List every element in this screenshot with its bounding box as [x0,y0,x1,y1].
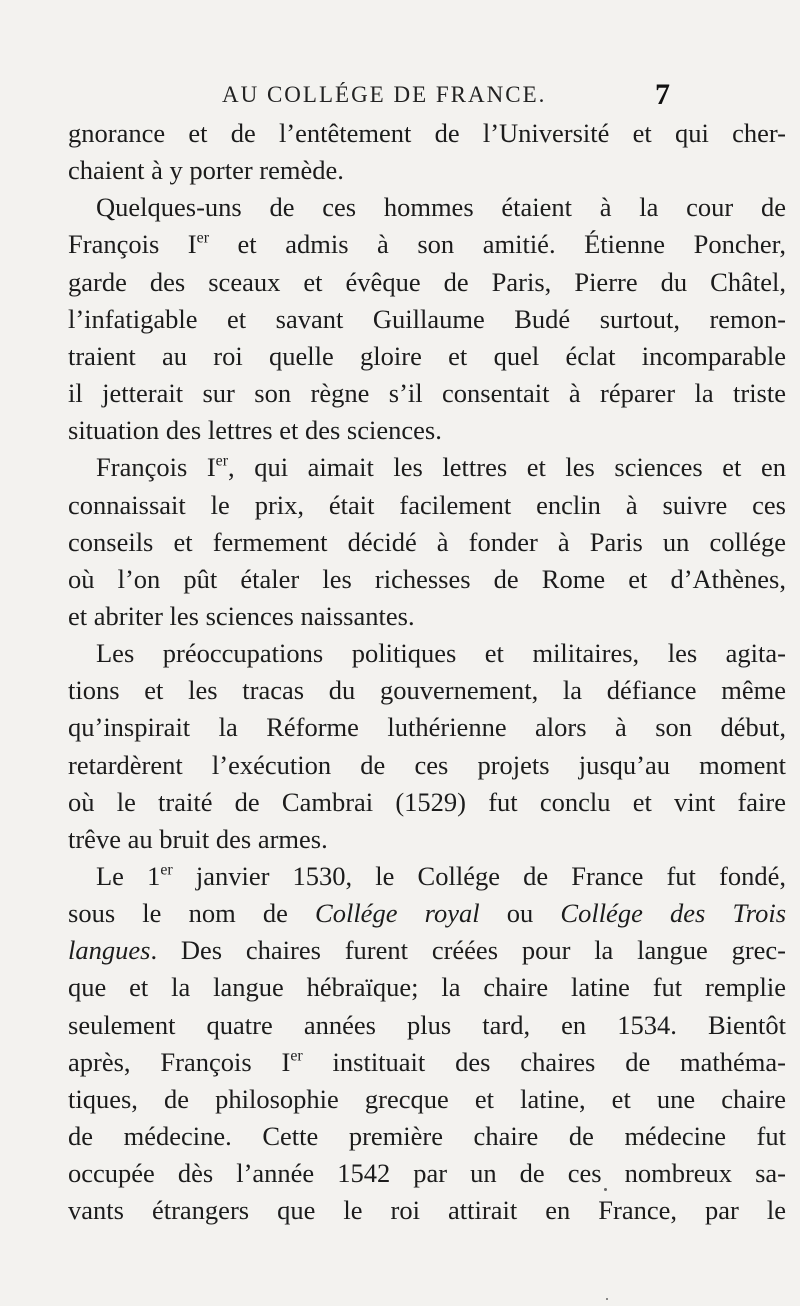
text-run: il jetterait sur son règne s’il consentait à réparer la triste [68,378,786,409]
text-line [68,301,786,338]
text-line [96,858,786,895]
superscript: er [196,230,209,248]
text-run: après, François I [68,1046,291,1077]
italic-title: langues [68,935,151,966]
text-run: et admis à son amitié. Étienne Poncher, [209,229,786,260]
text-run: Les préoccupations politiques et militaires, les agita- [96,638,786,669]
text-run: retardèrent l’exécution de ces projets jusqu’au moment [68,749,786,780]
text-line [96,635,786,672]
text-line [68,784,786,821]
text-run: que et la langue hébraïque; la chaire latine fut remplie [68,972,786,1003]
text-line [68,152,344,189]
text-run: traient au roi quelle gloire et quel éclat incomparable [68,340,786,371]
text-run: janvier 1530, le Collége de France fut fondé, [172,861,787,891]
running-title: AU COLLÉGE DE FRANCE. [222,82,547,107]
italic-title: Collége des Trois [560,898,787,929]
text-line [68,1118,786,1155]
text-line [96,189,786,226]
text-line [68,338,786,375]
text-line [68,1192,786,1229]
text-line [68,895,786,932]
text-line [68,264,786,301]
text-run: conseils et fermement décidé à fonder à Paris un collége [68,526,786,557]
italic-title: Collége royal [315,898,480,929]
text-line [68,226,786,263]
text-run: occupée dès l’année 1542 par un de ces nombreux sa- [68,1158,786,1189]
text-run: trêve au bruit des armes. [68,823,328,854]
text-line [68,747,786,784]
text-line [68,821,328,858]
text-run: garde des sceaux et évêque de Paris, Pierre du Châtel, [68,266,786,297]
text-run: ou [479,898,561,929]
text-run: Quelques-uns de ces hommes étaient à la cour de [96,192,786,223]
text-run: instituait des chaires de mathéma- [302,1046,786,1077]
text-line [68,115,786,152]
text-line [68,969,786,1006]
text-run: chaient à y porter remède. [68,155,344,186]
text-run: tiques, de philosophie grecque et latine, et une chaire [68,1083,786,1114]
running-head [210,78,670,112]
text-run: qu’inspirait la Réforme luthérienne alors à son début, [68,712,786,743]
superscript: er [160,861,173,879]
text-run: tions et les tracas du gouvernement, la défiance même [68,675,786,706]
text-run: François I [68,229,197,260]
print-speck [604,1188,607,1191]
text-run: Le 1 [96,861,161,891]
superscript: er [215,453,229,471]
text-line [68,709,786,746]
text-line [68,375,786,412]
text-line [68,524,786,561]
text-run: sous le nom de [68,898,316,929]
text-run: François I [96,452,216,483]
text-run: , qui aimait les lettres et les sciences et en [228,452,786,483]
print-speck [606,1298,608,1300]
text-line [68,1155,786,1192]
text-line [68,1007,786,1044]
superscript: er [290,1047,303,1065]
text-run: où l’on pût étaler les richesses de Rome et d’Athènes, [68,563,786,594]
page-number: 7 [655,78,670,111]
text-run: . Des chaires furent créées pour la langue grec- [150,935,786,966]
text-line [68,1044,786,1081]
text-line [68,672,786,709]
text-line [68,561,786,598]
text-run: où le traité de Cambrai (1529) fut conclu et vint faire [68,786,786,817]
text-run: seulement quatre années plus tard, en 1534. Bientôt [68,1009,786,1040]
text-run: l’infatigable et savant Guillaume Budé surtout, remon- [68,303,786,334]
text-run: et abriter les sciences naissantes. [68,600,415,631]
text-line [68,412,442,449]
text-line [68,1081,786,1118]
text-line [96,449,786,486]
text-run: gnorance et de l’entêtement de l’Université et qui cher- [68,118,786,148]
text-line [68,487,786,524]
text-run: de médecine. Cette première chaire de médecine fut [68,1121,786,1152]
text-line [68,598,415,635]
text-run: connaissait le prix, était facilement enclin à suivre ces [68,489,786,520]
text-run: vants étrangers que le roi attirait en France, par le [68,1195,786,1226]
text-line [68,932,786,969]
text-run: situation des lettres et des sciences. [68,415,442,446]
